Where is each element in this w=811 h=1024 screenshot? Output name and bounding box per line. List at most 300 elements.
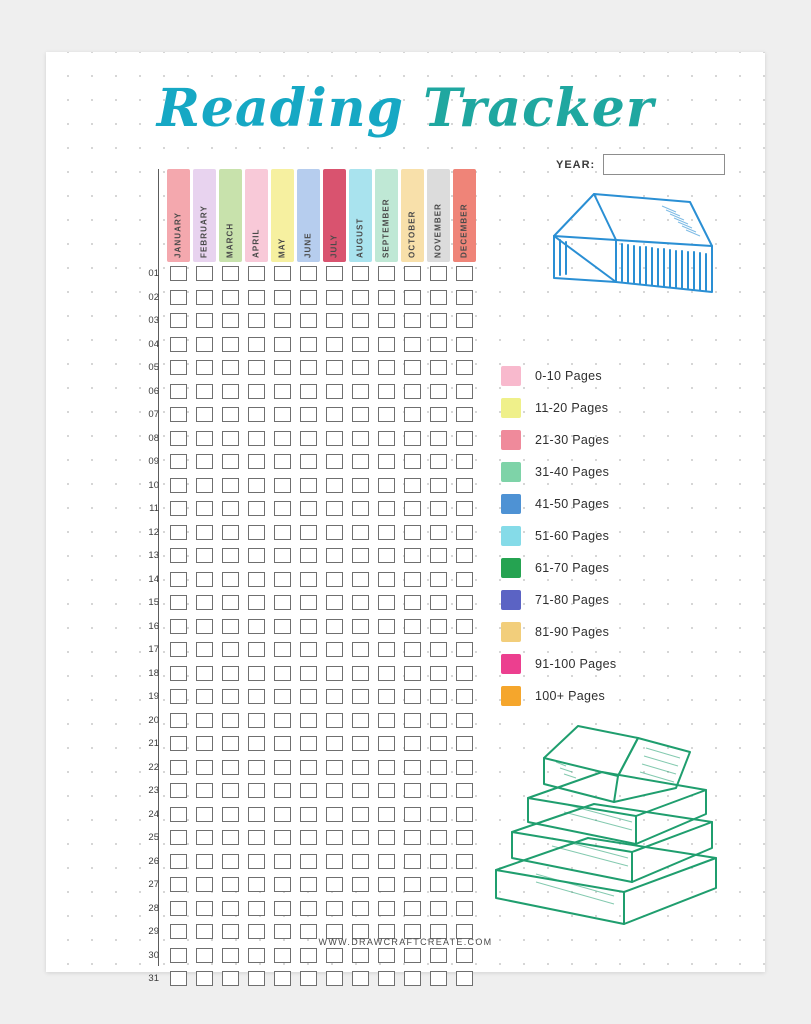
tracker-checkbox[interactable] — [274, 642, 291, 657]
tracker-cell[interactable] — [295, 873, 321, 897]
tracker-cell[interactable] — [295, 709, 321, 733]
tracker-checkbox[interactable] — [248, 736, 265, 751]
tracker-cell[interactable] — [269, 380, 295, 404]
tracker-checkbox[interactable] — [274, 713, 291, 728]
tracker-cell[interactable] — [243, 873, 269, 897]
tracker-checkbox[interactable] — [326, 854, 343, 869]
tracker-checkbox[interactable] — [248, 666, 265, 681]
tracker-checkbox[interactable] — [274, 525, 291, 540]
tracker-cell[interactable] — [425, 309, 451, 333]
tracker-cell[interactable] — [217, 850, 243, 874]
tracker-cell[interactable] — [243, 638, 269, 662]
tracker-checkbox[interactable] — [222, 807, 239, 822]
tracker-cell[interactable] — [347, 427, 373, 451]
tracker-checkbox[interactable] — [378, 290, 395, 305]
tracker-cell[interactable] — [295, 944, 321, 968]
tracker-checkbox[interactable] — [274, 877, 291, 892]
tracker-cell[interactable] — [165, 427, 191, 451]
tracker-checkbox[interactable] — [274, 501, 291, 516]
tracker-cell[interactable] — [217, 403, 243, 427]
tracker-checkbox[interactable] — [248, 901, 265, 916]
tracker-checkbox[interactable] — [326, 431, 343, 446]
tracker-cell[interactable] — [165, 779, 191, 803]
tracker-cell[interactable] — [269, 803, 295, 827]
tracker-checkbox[interactable] — [170, 360, 187, 375]
tracker-cell[interactable] — [451, 333, 477, 357]
tracker-cell[interactable] — [191, 591, 217, 615]
tracker-cell[interactable] — [295, 826, 321, 850]
tracker-cell[interactable] — [243, 685, 269, 709]
tracker-cell[interactable] — [243, 380, 269, 404]
tracker-checkbox[interactable] — [300, 501, 317, 516]
tracker-cell[interactable] — [425, 591, 451, 615]
tracker-checkbox[interactable] — [274, 666, 291, 681]
tracker-checkbox[interactable] — [456, 501, 473, 516]
tracker-checkbox[interactable] — [300, 760, 317, 775]
tracker-checkbox[interactable] — [170, 736, 187, 751]
tracker-checkbox[interactable] — [170, 313, 187, 328]
tracker-checkbox[interactable] — [378, 266, 395, 281]
tracker-checkbox[interactable] — [456, 595, 473, 610]
tracker-cell[interactable] — [165, 803, 191, 827]
tracker-checkbox[interactable] — [248, 642, 265, 657]
tracker-cell[interactable] — [373, 544, 399, 568]
tracker-checkbox[interactable] — [378, 384, 395, 399]
tracker-cell[interactable] — [373, 591, 399, 615]
tracker-checkbox[interactable] — [248, 290, 265, 305]
tracker-cell[interactable] — [269, 850, 295, 874]
tracker-cell[interactable] — [269, 450, 295, 474]
tracker-checkbox[interactable] — [456, 431, 473, 446]
tracker-checkbox[interactable] — [404, 572, 421, 587]
tracker-checkbox[interactable] — [326, 290, 343, 305]
tracker-cell[interactable] — [321, 779, 347, 803]
tracker-checkbox[interactable] — [300, 689, 317, 704]
tracker-cell[interactable] — [399, 873, 425, 897]
tracker-checkbox[interactable] — [326, 830, 343, 845]
tracker-checkbox[interactable] — [300, 877, 317, 892]
tracker-checkbox[interactable] — [196, 901, 213, 916]
tracker-checkbox[interactable] — [274, 478, 291, 493]
tracker-checkbox[interactable] — [326, 337, 343, 352]
tracker-cell[interactable] — [165, 756, 191, 780]
tracker-cell[interactable] — [243, 497, 269, 521]
tracker-cell[interactable] — [217, 333, 243, 357]
tracker-checkbox[interactable] — [404, 360, 421, 375]
tracker-cell[interactable] — [321, 850, 347, 874]
tracker-checkbox[interactable] — [456, 290, 473, 305]
tracker-cell[interactable] — [321, 873, 347, 897]
tracker-checkbox[interactable] — [326, 478, 343, 493]
tracker-cell[interactable] — [269, 544, 295, 568]
tracker-cell[interactable] — [191, 262, 217, 286]
tracker-cell[interactable] — [425, 873, 451, 897]
tracker-cell[interactable] — [165, 380, 191, 404]
tracker-cell[interactable] — [243, 333, 269, 357]
tracker-checkbox[interactable] — [300, 313, 317, 328]
tracker-cell[interactable] — [191, 638, 217, 662]
tracker-cell[interactable] — [243, 662, 269, 686]
tracker-checkbox[interactable] — [456, 407, 473, 422]
tracker-checkbox[interactable] — [222, 619, 239, 634]
tracker-checkbox[interactable] — [196, 431, 213, 446]
tracker-checkbox[interactable] — [430, 337, 447, 352]
tracker-checkbox[interactable] — [378, 901, 395, 916]
tracker-cell[interactable] — [425, 521, 451, 545]
tracker-cell[interactable] — [373, 403, 399, 427]
tracker-checkbox[interactable] — [300, 431, 317, 446]
tracker-checkbox[interactable] — [300, 384, 317, 399]
tracker-checkbox[interactable] — [274, 313, 291, 328]
tracker-checkbox[interactable] — [196, 783, 213, 798]
tracker-checkbox[interactable] — [170, 807, 187, 822]
tracker-cell[interactable] — [373, 662, 399, 686]
tracker-cell[interactable] — [399, 826, 425, 850]
tracker-checkbox[interactable] — [352, 478, 369, 493]
tracker-checkbox[interactable] — [456, 478, 473, 493]
tracker-cell[interactable] — [243, 756, 269, 780]
tracker-cell[interactable] — [425, 333, 451, 357]
tracker-cell[interactable] — [347, 638, 373, 662]
tracker-cell[interactable] — [399, 967, 425, 991]
tracker-cell[interactable] — [295, 732, 321, 756]
tracker-cell[interactable] — [243, 544, 269, 568]
tracker-checkbox[interactable] — [404, 290, 421, 305]
tracker-checkbox[interactable] — [222, 290, 239, 305]
tracker-cell[interactable] — [321, 967, 347, 991]
tracker-cell[interactable] — [425, 544, 451, 568]
tracker-checkbox[interactable] — [170, 454, 187, 469]
tracker-checkbox[interactable] — [326, 407, 343, 422]
tracker-checkbox[interactable] — [378, 830, 395, 845]
tracker-cell[interactable] — [399, 333, 425, 357]
tracker-checkbox[interactable] — [430, 313, 447, 328]
tracker-checkbox[interactable] — [300, 266, 317, 281]
tracker-checkbox[interactable] — [326, 642, 343, 657]
tracker-checkbox[interactable] — [248, 689, 265, 704]
tracker-checkbox[interactable] — [326, 360, 343, 375]
tracker-checkbox[interactable] — [378, 713, 395, 728]
tracker-checkbox[interactable] — [222, 971, 239, 986]
tracker-checkbox[interactable] — [352, 807, 369, 822]
tracker-cell[interactable] — [425, 286, 451, 310]
tracker-checkbox[interactable] — [274, 572, 291, 587]
tracker-checkbox[interactable] — [222, 736, 239, 751]
tracker-checkbox[interactable] — [430, 360, 447, 375]
tracker-checkbox[interactable] — [170, 337, 187, 352]
tracker-checkbox[interactable] — [196, 384, 213, 399]
tracker-cell[interactable] — [321, 544, 347, 568]
tracker-checkbox[interactable] — [222, 337, 239, 352]
tracker-cell[interactable] — [347, 685, 373, 709]
tracker-cell[interactable] — [191, 850, 217, 874]
tracker-cell[interactable] — [191, 803, 217, 827]
tracker-cell[interactable] — [191, 333, 217, 357]
tracker-cell[interactable] — [165, 967, 191, 991]
tracker-checkbox[interactable] — [300, 478, 317, 493]
tracker-cell[interactable] — [217, 944, 243, 968]
tracker-checkbox[interactable] — [196, 572, 213, 587]
tracker-checkbox[interactable] — [378, 407, 395, 422]
tracker-cell[interactable] — [165, 497, 191, 521]
tracker-cell[interactable] — [321, 568, 347, 592]
tracker-cell[interactable] — [373, 850, 399, 874]
tracker-checkbox[interactable] — [170, 689, 187, 704]
tracker-checkbox[interactable] — [430, 642, 447, 657]
tracker-cell[interactable] — [295, 779, 321, 803]
tracker-checkbox[interactable] — [430, 666, 447, 681]
tracker-checkbox[interactable] — [196, 407, 213, 422]
tracker-checkbox[interactable] — [222, 666, 239, 681]
tracker-checkbox[interactable] — [456, 619, 473, 634]
tracker-cell[interactable] — [451, 403, 477, 427]
tracker-checkbox[interactable] — [222, 501, 239, 516]
tracker-checkbox[interactable] — [300, 854, 317, 869]
tracker-cell[interactable] — [399, 521, 425, 545]
tracker-cell[interactable] — [217, 262, 243, 286]
tracker-cell[interactable] — [373, 638, 399, 662]
tracker-checkbox[interactable] — [326, 948, 343, 963]
tracker-cell[interactable] — [269, 756, 295, 780]
tracker-cell[interactable] — [217, 615, 243, 639]
tracker-cell[interactable] — [321, 897, 347, 921]
tracker-checkbox[interactable] — [378, 877, 395, 892]
tracker-cell[interactable] — [321, 286, 347, 310]
tracker-cell[interactable] — [191, 544, 217, 568]
tracker-cell[interactable] — [217, 826, 243, 850]
tracker-cell[interactable] — [399, 309, 425, 333]
tracker-checkbox[interactable] — [170, 760, 187, 775]
tracker-checkbox[interactable] — [352, 713, 369, 728]
tracker-checkbox[interactable] — [352, 830, 369, 845]
tracker-cell[interactable] — [269, 427, 295, 451]
tracker-cell[interactable] — [243, 944, 269, 968]
tracker-cell[interactable] — [191, 309, 217, 333]
tracker-cell[interactable] — [191, 521, 217, 545]
tracker-cell[interactable] — [165, 356, 191, 380]
tracker-cell[interactable] — [191, 450, 217, 474]
tracker-checkbox[interactable] — [456, 572, 473, 587]
tracker-cell[interactable] — [399, 568, 425, 592]
tracker-cell[interactable] — [295, 568, 321, 592]
tracker-checkbox[interactable] — [404, 948, 421, 963]
tracker-cell[interactable] — [191, 897, 217, 921]
tracker-checkbox[interactable] — [248, 854, 265, 869]
tracker-checkbox[interactable] — [404, 384, 421, 399]
tracker-cell[interactable] — [451, 427, 477, 451]
tracker-cell[interactable] — [451, 544, 477, 568]
tracker-checkbox[interactable] — [274, 360, 291, 375]
tracker-cell[interactable] — [425, 356, 451, 380]
tracker-cell[interactable] — [295, 356, 321, 380]
tracker-cell[interactable] — [243, 309, 269, 333]
tracker-cell[interactable] — [269, 944, 295, 968]
tracker-checkbox[interactable] — [404, 407, 421, 422]
tracker-cell[interactable] — [451, 356, 477, 380]
tracker-checkbox[interactable] — [274, 548, 291, 563]
tracker-checkbox[interactable] — [222, 407, 239, 422]
tracker-checkbox[interactable] — [300, 783, 317, 798]
tracker-cell[interactable] — [165, 450, 191, 474]
tracker-cell[interactable] — [295, 450, 321, 474]
tracker-checkbox[interactable] — [404, 595, 421, 610]
tracker-cell[interactable] — [269, 709, 295, 733]
tracker-cell[interactable] — [451, 450, 477, 474]
tracker-cell[interactable] — [373, 262, 399, 286]
tracker-checkbox[interactable] — [170, 713, 187, 728]
tracker-cell[interactable] — [347, 544, 373, 568]
tracker-cell[interactable] — [295, 967, 321, 991]
tracker-checkbox[interactable] — [248, 713, 265, 728]
tracker-checkbox[interactable] — [456, 948, 473, 963]
tracker-cell[interactable] — [269, 286, 295, 310]
tracker-cell[interactable] — [347, 615, 373, 639]
tracker-checkbox[interactable] — [222, 548, 239, 563]
tracker-checkbox[interactable] — [300, 830, 317, 845]
tracker-cell[interactable] — [269, 591, 295, 615]
tracker-cell[interactable] — [425, 474, 451, 498]
tracker-cell[interactable] — [321, 262, 347, 286]
tracker-cell[interactable] — [347, 403, 373, 427]
tracker-cell[interactable] — [347, 709, 373, 733]
tracker-cell[interactable] — [451, 591, 477, 615]
tracker-checkbox[interactable] — [170, 877, 187, 892]
tracker-cell[interactable] — [321, 591, 347, 615]
tracker-checkbox[interactable] — [456, 384, 473, 399]
tracker-checkbox[interactable] — [274, 736, 291, 751]
tracker-checkbox[interactable] — [430, 478, 447, 493]
tracker-cell[interactable] — [269, 333, 295, 357]
tracker-cell[interactable] — [165, 732, 191, 756]
tracker-cell[interactable] — [191, 356, 217, 380]
tracker-checkbox[interactable] — [378, 501, 395, 516]
tracker-checkbox[interactable] — [274, 783, 291, 798]
tracker-cell[interactable] — [347, 568, 373, 592]
tracker-cell[interactable] — [217, 309, 243, 333]
tracker-cell[interactable] — [321, 427, 347, 451]
tracker-cell[interactable] — [217, 497, 243, 521]
tracker-cell[interactable] — [191, 380, 217, 404]
tracker-cell[interactable] — [243, 286, 269, 310]
tracker-checkbox[interactable] — [326, 454, 343, 469]
tracker-checkbox[interactable] — [326, 572, 343, 587]
tracker-cell[interactable] — [399, 732, 425, 756]
tracker-checkbox[interactable] — [378, 313, 395, 328]
tracker-checkbox[interactable] — [222, 525, 239, 540]
tracker-cell[interactable] — [347, 474, 373, 498]
tracker-cell[interactable] — [399, 638, 425, 662]
tracker-cell[interactable] — [217, 803, 243, 827]
tracker-cell[interactable] — [321, 638, 347, 662]
tracker-cell[interactable] — [451, 474, 477, 498]
tracker-checkbox[interactable] — [300, 337, 317, 352]
tracker-checkbox[interactable] — [274, 384, 291, 399]
tracker-cell[interactable] — [269, 732, 295, 756]
tracker-cell[interactable] — [399, 262, 425, 286]
tracker-cell[interactable] — [295, 309, 321, 333]
tracker-checkbox[interactable] — [170, 783, 187, 798]
tracker-checkbox[interactable] — [430, 830, 447, 845]
tracker-checkbox[interactable] — [170, 830, 187, 845]
tracker-cell[interactable] — [451, 638, 477, 662]
tracker-cell[interactable] — [321, 756, 347, 780]
tracker-cell[interactable] — [243, 732, 269, 756]
tracker-cell[interactable] — [295, 638, 321, 662]
tracker-checkbox[interactable] — [404, 431, 421, 446]
tracker-cell[interactable] — [217, 709, 243, 733]
tracker-checkbox[interactable] — [430, 290, 447, 305]
tracker-cell[interactable] — [373, 521, 399, 545]
tracker-cell[interactable] — [295, 685, 321, 709]
tracker-checkbox[interactable] — [170, 948, 187, 963]
tracker-cell[interactable] — [165, 403, 191, 427]
tracker-checkbox[interactable] — [404, 783, 421, 798]
tracker-checkbox[interactable] — [404, 689, 421, 704]
tracker-cell[interactable] — [243, 967, 269, 991]
tracker-cell[interactable] — [243, 803, 269, 827]
tracker-cell[interactable] — [295, 544, 321, 568]
tracker-checkbox[interactable] — [352, 431, 369, 446]
tracker-cell[interactable] — [373, 779, 399, 803]
tracker-checkbox[interactable] — [170, 290, 187, 305]
tracker-checkbox[interactable] — [326, 548, 343, 563]
tracker-cell[interactable] — [217, 474, 243, 498]
tracker-cell[interactable] — [191, 779, 217, 803]
tracker-cell[interactable] — [243, 356, 269, 380]
tracker-checkbox[interactable] — [196, 736, 213, 751]
tracker-checkbox[interactable] — [352, 877, 369, 892]
tracker-cell[interactable] — [191, 403, 217, 427]
tracker-checkbox[interactable] — [352, 313, 369, 328]
tracker-cell[interactable] — [347, 803, 373, 827]
tracker-cell[interactable] — [373, 944, 399, 968]
tracker-checkbox[interactable] — [404, 313, 421, 328]
tracker-cell[interactable] — [165, 897, 191, 921]
tracker-checkbox[interactable] — [456, 266, 473, 281]
tracker-checkbox[interactable] — [196, 454, 213, 469]
tracker-checkbox[interactable] — [352, 948, 369, 963]
tracker-checkbox[interactable] — [352, 736, 369, 751]
tracker-cell[interactable] — [269, 826, 295, 850]
tracker-cell[interactable] — [165, 591, 191, 615]
tracker-checkbox[interactable] — [222, 783, 239, 798]
tracker-checkbox[interactable] — [404, 619, 421, 634]
tracker-cell[interactable] — [373, 450, 399, 474]
tracker-checkbox[interactable] — [430, 501, 447, 516]
tracker-cell[interactable] — [399, 944, 425, 968]
tracker-cell[interactable] — [451, 286, 477, 310]
tracker-checkbox[interactable] — [430, 713, 447, 728]
tracker-cell[interactable] — [373, 826, 399, 850]
tracker-cell[interactable] — [191, 967, 217, 991]
tracker-cell[interactable] — [165, 286, 191, 310]
tracker-cell[interactable] — [373, 873, 399, 897]
tracker-cell[interactable] — [165, 615, 191, 639]
tracker-checkbox[interactable] — [300, 713, 317, 728]
tracker-checkbox[interactable] — [274, 266, 291, 281]
tracker-checkbox[interactable] — [404, 760, 421, 775]
tracker-checkbox[interactable] — [352, 971, 369, 986]
tracker-checkbox[interactable] — [300, 290, 317, 305]
tracker-cell[interactable] — [165, 685, 191, 709]
tracker-cell[interactable] — [269, 897, 295, 921]
tracker-cell[interactable] — [425, 427, 451, 451]
tracker-cell[interactable] — [347, 521, 373, 545]
tracker-checkbox[interactable] — [248, 619, 265, 634]
tracker-checkbox[interactable] — [352, 454, 369, 469]
tracker-checkbox[interactable] — [430, 619, 447, 634]
tracker-checkbox[interactable] — [300, 642, 317, 657]
